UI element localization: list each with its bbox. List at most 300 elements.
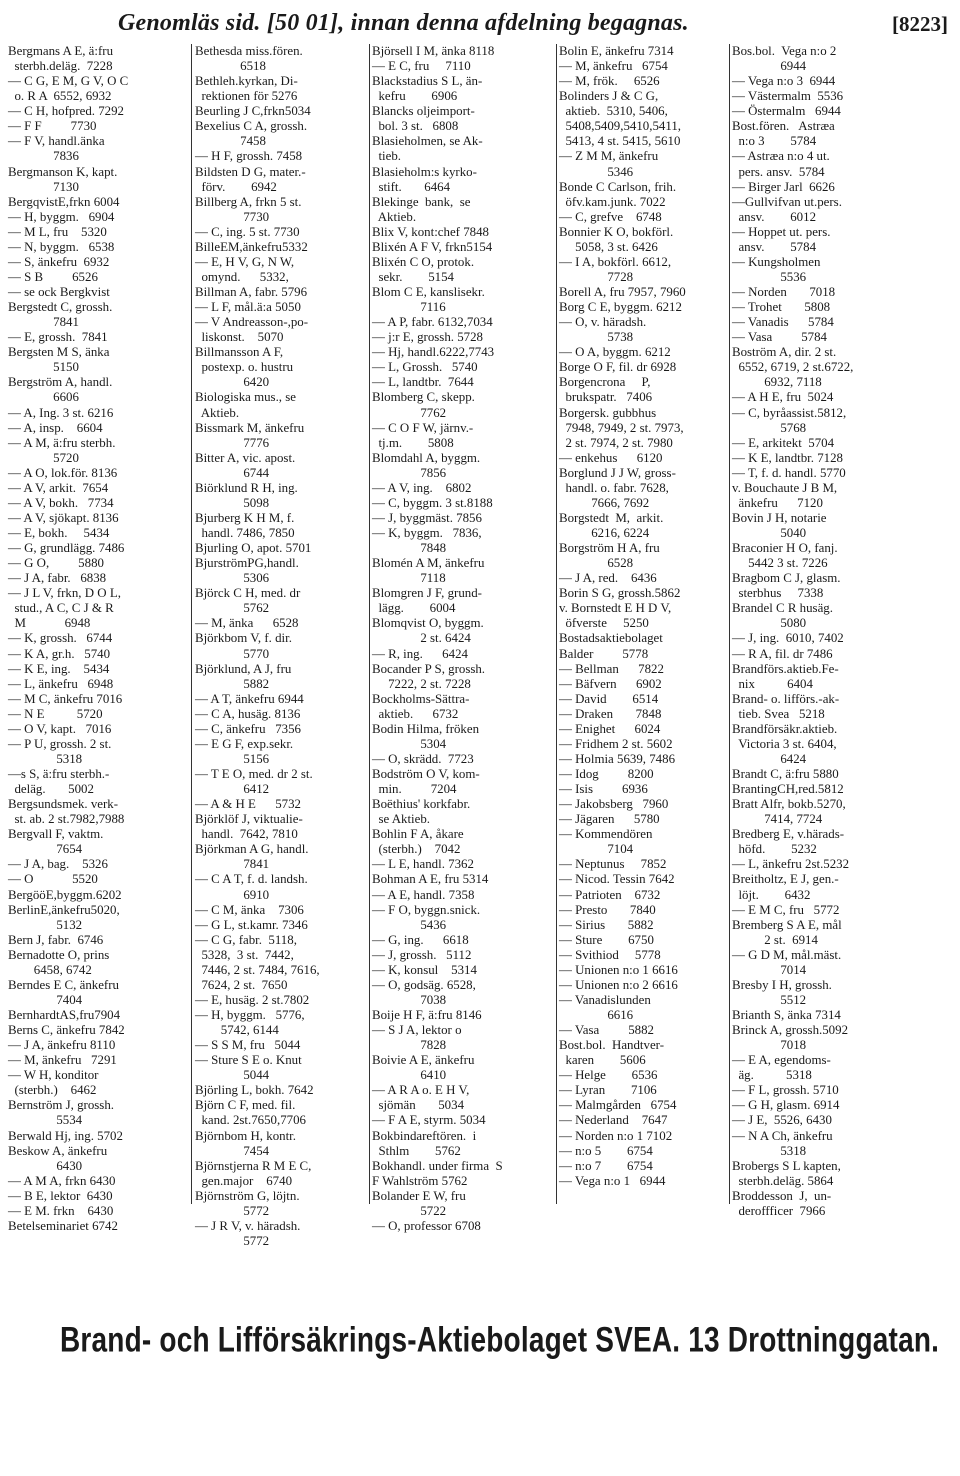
directory-entry-line: — H, byggm. 6904: [8, 209, 115, 224]
directory-entry-line: — Hj, handl.6222,7743: [372, 345, 495, 360]
directory-entry-line: aktieb. 5310, 5406,: [559, 104, 668, 119]
directory-entry-line: Bexelius C A, grossh.: [195, 119, 308, 134]
directory-entry-line: — M L, fru 5320: [8, 224, 107, 239]
directory-entry-line: BilleEM,änkefru5332: [195, 239, 308, 254]
directory-entry-line: — Vanadis 5784: [732, 315, 834, 330]
directory-entry-line: Bredberg E, v.härads-: [732, 827, 845, 842]
directory-entry-line: — Östermalm 6944: [732, 104, 841, 119]
directory-entry-line: Borgencrona P,: [559, 375, 651, 390]
directory-entry-line: stud., A C, C J & R: [8, 601, 114, 616]
directory-entry-line: — A E, handl. 7358: [372, 887, 475, 902]
directory-entry-line: — Vega n:o 3 6944: [732, 74, 836, 89]
directory-entry-line: — S S M, fru 5044: [195, 1038, 301, 1053]
directory-entry-line: BjurströmPG,handl.: [195, 556, 299, 571]
directory-entry-line: BergööE,byggm.6202: [8, 887, 122, 902]
directory-entry-line: — Lyran 7106: [559, 1083, 657, 1098]
directory-entry-line: Borin S G, grossh.5862: [559, 586, 681, 601]
column-divider: [556, 44, 557, 1204]
directory-entry-line: Brobergs S L kapten,: [732, 1158, 841, 1173]
directory-entry-line: Bjurling O, apot. 5701: [195, 541, 312, 556]
directory-entry-line: — M C, änkefru 7016: [8, 691, 123, 706]
directory-entry-line: — C A, husäg. 8136: [195, 706, 301, 721]
directory-entry-line: Bremberg S A E, mål: [732, 917, 842, 932]
directory-entry-line: — O, godsäg. 6528,: [372, 977, 476, 992]
directory-entry-line: 6932, 7118: [732, 375, 822, 390]
directory-entry-line: — V Andreasson-,po-: [195, 315, 309, 330]
directory-entry-line: — Vega n:o 1 6944: [559, 1173, 666, 1188]
directory-entry-line: 5762: [195, 601, 270, 616]
directory-entry-line: Boëthius' korkfabr.: [372, 797, 471, 812]
directory-entry-line: — A P, fabr. 6132,7034: [372, 315, 493, 330]
directory-entry-line: öfv.kam.junk. 7022: [559, 194, 666, 209]
directory-entry-line: gen.major 6740: [195, 1173, 293, 1188]
directory-entry-line: — A, Ing. 3 st. 6216: [8, 405, 114, 420]
directory-entry-line: Balder 5778: [559, 646, 649, 661]
directory-entry-line: 5044: [195, 1068, 270, 1083]
directory-entry-line: Berndes E C, änkefru: [8, 977, 119, 992]
directory-entry-line: Bergvall F, vaktm.: [8, 827, 104, 842]
directory-entry-line: — Birger Jarl 6626: [732, 179, 835, 194]
directory-entry-line: — Vasa 5882: [559, 1023, 655, 1038]
directory-entry-line: min. 7204: [372, 782, 457, 797]
directory-entry-line: 5328, 3 st. 7442,: [195, 947, 294, 962]
directory-entry-line: — O, v. häradsh.: [559, 315, 647, 330]
directory-entry-line: sjömän 5034: [372, 1098, 465, 1113]
directory-entry-line: Broddesson J, un-: [732, 1188, 832, 1203]
directory-entry-line: Sthlm 5762: [372, 1143, 461, 1158]
directory-entry-line: — S, änkefru 6932: [8, 254, 110, 269]
directory-entry-line: 5304: [372, 736, 447, 751]
directory-entry-line: — H F, grossh. 7458: [195, 149, 303, 164]
directory-entry-line: — M, änkefru 6754: [559, 59, 668, 74]
directory-entry-line: — J A, bag. 5326: [8, 857, 108, 872]
directory-entry-line: — Vanadislunden: [559, 992, 651, 1007]
directory-entry-line: sterbhus 7338: [732, 586, 824, 601]
directory-entry-line: 2 st. 7974, 2 st. 7980: [559, 435, 673, 450]
directory-entry-line: Bergmans A E, ä:fru: [8, 44, 114, 58]
page-code: [8223]: [892, 12, 948, 36]
directory-entry-line: Brandel C R husäg.: [732, 601, 833, 616]
directory-entry-line: — J R V, v. häradsh.: [195, 1218, 301, 1233]
directory-entry-line: — N E 5720: [8, 706, 103, 721]
directory-entry-line: deroffficer 7966: [732, 1203, 826, 1218]
directory-entry-line: Björsell I M, änka 8118: [372, 44, 495, 58]
directory-entry-line: 7666, 7692: [559, 495, 650, 510]
footer-advertisement: Brand- och Lifförsäkrings-Aktiebolaget SVEA. 13 Drottninggatan.: [60, 1320, 940, 1359]
directory-entry-line: 5772: [195, 1233, 270, 1248]
directory-entry-line: 5040: [732, 526, 807, 540]
directory-entry-line: lägg. 6004: [372, 601, 456, 616]
directory-entry-line: Björling L, bokh. 7642: [195, 1083, 314, 1098]
directory-entry-line: Blackstadius S L, än-: [372, 74, 483, 89]
directory-entry-line: Brianth S, änka 7314: [732, 1008, 841, 1022]
directory-entry-line: Blom C E, kanslisekr.: [372, 285, 485, 299]
column-1: [8, 44, 188, 1233]
directory-entry-line: — j:r E, grossh. 5728: [372, 330, 483, 345]
directory-entry-line: Borge O F, fil. dr 6928: [559, 360, 677, 375]
directory-entry-line: — A M, ä:fru sterbh.: [8, 435, 116, 450]
directory-entry-line: Berns C, änkefru 7842: [8, 1023, 125, 1038]
directory-entry-line: 7414, 7724: [732, 812, 823, 827]
directory-entry-line: 5720: [8, 450, 79, 465]
directory-entry-line: 7118: [372, 571, 446, 586]
directory-entry-line: 2 st. 6914: [732, 932, 818, 947]
directory-entry-line: — E G F, exp.sekr.: [195, 736, 294, 751]
directory-entry-line: — L, landtbr. 7644: [372, 375, 474, 390]
directory-entry-line: 5413, 4 st. 5415, 5610: [559, 134, 681, 149]
directory-entry-line: — Västermalm 5536: [732, 89, 844, 104]
directory-entry-line: 6424: [732, 751, 807, 766]
directory-entry-line: — E, arkitekt 5704: [732, 435, 835, 450]
directory-entry-line: — Norden n:o 1 7102: [559, 1128, 673, 1143]
directory-entry-line: o. R A 6552, 6932: [8, 89, 112, 104]
directory-entry-line: Björnström G, löjtn.: [195, 1188, 300, 1203]
directory-entry-line: — Bäfvern 6902: [559, 676, 662, 691]
directory-entry-line: 5058, 3 st. 6426: [559, 239, 658, 254]
directory-entry-line: Bolinders J & C G,: [559, 89, 659, 104]
directory-entry-line: — A O, lok.för. 8136: [8, 465, 118, 480]
directory-entry-line: Brandförsäkr.aktieb.: [732, 721, 838, 736]
directory-entry-line: — O V, kapt. 7016: [8, 721, 112, 736]
directory-entry-line: — H, byggm. 5776,: [195, 1008, 305, 1022]
directory-entry-line: Bethesda miss.fören.: [195, 44, 303, 58]
directory-entry-line: — Patrioten 6732: [559, 887, 661, 902]
directory-entry-line: — enkehus 6120: [559, 450, 663, 465]
directory-entry-line: Borgström H A, fru: [559, 541, 660, 556]
directory-entry-line: Bovin J H, notarie: [732, 510, 827, 525]
directory-entry-line: 5722: [372, 1203, 447, 1218]
directory-entry-line: 7776: [195, 435, 270, 450]
directory-entry-line: — G D M, mål.mäst.: [732, 947, 842, 962]
directory-entry-line: änkefru 7120: [732, 495, 823, 510]
directory-entry-line: 7841: [195, 857, 270, 872]
directory-entry-line: sterbh.deläg. 7228: [8, 59, 113, 74]
directory-entry-line: Blixén C O, protok.: [372, 254, 475, 269]
directory-entry-line: se Aktieb.: [372, 812, 431, 827]
directory-entry-line: 6412: [195, 782, 270, 797]
directory-entry-line: Boivie A E, änkefru: [372, 1053, 475, 1068]
directory-entry-line: Biörklund R H, ing.: [195, 480, 298, 495]
directory-entry-line: rektionen för 5276: [195, 89, 298, 104]
directory-entry-line: — K, konsul 5314: [372, 962, 477, 977]
directory-entry-line: tieb. Svea 5218: [732, 706, 825, 721]
directory-entry-line: 7730: [195, 209, 270, 224]
directory-entry-line: Bissmark M, änkefru: [195, 420, 305, 435]
directory-entry-line: 6430: [8, 1158, 83, 1173]
directory-entry-line: Björklöf J, viktualie-: [195, 812, 303, 827]
directory-entry-line: — A V, ing. 6802: [372, 480, 472, 495]
directory-entry-line: — M, frök. 6526: [559, 74, 660, 89]
directory-entry-line: 7848: [372, 541, 447, 556]
directory-entry-line: postexp. o. hustru: [195, 360, 294, 375]
directory-entry-line: Breitholtz, E J, gen.-: [732, 872, 839, 887]
directory-entry-line: Borell A, fru 7957, 7960: [559, 285, 686, 299]
directory-entry-line: — G L, st.kamr. 7346: [195, 917, 308, 932]
directory-entry-line: — Holmia 5639, 7486: [559, 751, 676, 766]
directory-entry-line: — C M, änka 7306: [195, 902, 304, 917]
directory-entry-line: omynd. 5332,: [195, 269, 289, 284]
directory-entry-line: 7728: [559, 269, 634, 284]
column-3: [372, 44, 554, 1233]
directory-entry-line: — Enighet 6024: [559, 721, 661, 736]
directory-entry-line: Beskow A, änkefru: [8, 1143, 108, 1158]
directory-entry-line: Blekinge bank, se: [372, 194, 471, 209]
directory-entry-line: — O, skrädd. 7723: [372, 751, 474, 766]
directory-entry-line: — Astræa n:o 4 ut.: [732, 149, 830, 164]
directory-entry-line: Blixén A F V, frkn5154: [372, 239, 493, 254]
directory-entry-line: liskonst. 5070: [195, 330, 284, 345]
directory-entry-line: — E M C, fru 5772: [732, 902, 840, 917]
directory-entry-line: Blix V, kont:chef 7848: [372, 224, 489, 239]
directory-entry-line: — J, ing. 6010, 7402: [732, 631, 844, 646]
directory-entry-line: 7841: [8, 315, 79, 330]
directory-entry-line: — Fridhem 2 st. 5602: [559, 736, 673, 751]
directory-entry-line: — F V, handl.änka: [8, 134, 105, 149]
directory-entry-line: 5098: [195, 495, 270, 510]
directory-entry-line: — K E, ing. 5434: [8, 661, 110, 676]
directory-entry-line: — E C, fru 7110: [372, 59, 471, 74]
directory-entry-line: Bergsundsmek. verk-: [8, 797, 119, 812]
directory-entry-line: — Kommendören: [559, 827, 653, 842]
directory-entry-line: — R, ing. 6424: [372, 646, 468, 661]
directory-entry-line: 2 st. 6424: [372, 631, 471, 646]
directory-entry-line: tj.m. 5808: [372, 435, 454, 450]
directory-entry-line: 7654: [8, 842, 83, 857]
directory-entry-line: 6944: [732, 59, 807, 74]
directory-entry-line: Billberg A, frkn 5 st.: [195, 194, 302, 209]
directory-entry-line: — J, grossh. 5112: [372, 947, 472, 962]
directory-entry-line: — F L, grossh. 5710: [732, 1083, 839, 1098]
directory-entry-line: — C G, E M, G V, O C: [8, 74, 129, 89]
directory-entry-line: Bergsten M S, änka: [8, 345, 110, 360]
directory-entry-line: Bohman A E, fru 5314: [372, 872, 489, 887]
directory-entry-line: — C G, fabr. 5118,: [195, 932, 297, 947]
directory-entry-line: BergqvistE,frkn 6004: [8, 194, 120, 209]
directory-entry-line: — R A, fil. dr 7486: [732, 646, 833, 661]
directory-entry-line: 6518: [195, 59, 266, 74]
directory-entry-line: 6458, 6742: [8, 962, 92, 977]
directory-entry-line: brukspatr. 7406: [559, 390, 653, 405]
directory-entry-line: 7836: [8, 149, 79, 164]
directory-entry-line: — Neptunus 7852: [559, 857, 667, 872]
directory-entry-line: — N A Ch, änkefru: [732, 1128, 833, 1143]
directory-entry-line: M 6948: [8, 616, 91, 631]
directory-entry-line: — E, H V, G, N W,: [195, 254, 295, 269]
directory-entry-line: Bitter A, vic. apost.: [195, 450, 296, 465]
directory-entry-line: Blomgren J F, grund-: [372, 586, 482, 601]
directory-entry-line: — S B 6526: [8, 269, 98, 284]
directory-entry-line: — J A, red. 6436: [559, 571, 657, 586]
directory-entry-line: 5318: [8, 751, 83, 766]
directory-entry-line: öfverste 5250: [559, 616, 649, 631]
directory-entry-line: Borg C E, byggm. 6212: [559, 300, 682, 315]
directory-entry-line: Bokbindareftören. i: [372, 1128, 477, 1143]
directory-entry-line: — F F 7730: [8, 119, 97, 134]
directory-entry-line: 6616: [559, 1008, 634, 1022]
directory-entry-line: — A T, änkefru 6944: [195, 691, 304, 706]
directory-entry-line: — F O, byggn.snick.: [372, 902, 481, 917]
directory-entry-line: Billman A, fabr. 5796: [195, 285, 308, 299]
directory-entry-line: BernhardtAS,fru7904: [8, 1008, 121, 1022]
directory-entry-line: 5150: [8, 360, 79, 375]
directory-entry-line: — T, f. d. handl. 5770: [732, 465, 846, 480]
directory-entry-line: — G, grundlägg. 7486: [8, 541, 125, 556]
directory-entry-line: — C, ing. 5 st. 7730: [195, 224, 300, 239]
directory-entry-line: 7446, 2 st. 7484, 7616,: [195, 962, 320, 977]
directory-entry-line: 5346: [559, 164, 634, 179]
directory-entry-line: 7404: [8, 992, 83, 1007]
directory-entry-line: Bostadsaktiebolaget: [559, 631, 663, 646]
directory-entry-line: ansv. 5784: [732, 239, 817, 254]
directory-entry-line: 5770: [195, 646, 270, 661]
directory-entry-line: 7018: [732, 1038, 807, 1053]
directory-entry-line: — Malmgården 6754: [559, 1098, 677, 1113]
directory-entry-line: — n:o 7 6754: [559, 1158, 653, 1173]
page-header: [0, 10, 960, 40]
directory-entry-line: — J A, fabr. 6838: [8, 571, 107, 586]
directory-entry-line: — C, byggm. 3 st.8188: [372, 495, 493, 510]
directory-entry-line: — S J A, lektor o: [372, 1023, 462, 1038]
directory-entry-line: 7828: [372, 1038, 447, 1053]
directory-entry-line: Bokhandl. under firma S: [372, 1158, 503, 1173]
directory-entry-line: Betelseminariet 6742: [8, 1218, 118, 1233]
directory-entry-line: kand. 2st.7650,7706: [195, 1113, 306, 1128]
directory-entry-line: — Hoppet ut. pers.: [732, 224, 831, 239]
directory-entry-line: 5156: [195, 751, 270, 766]
directory-entry-line: karen 5606: [559, 1053, 646, 1068]
directory-entry-line: Bratt Alfr, bokb.5270,: [732, 797, 846, 812]
directory-entry-line: bol. 3 st. 6808: [372, 119, 459, 134]
directory-entry-line: — C O F W, järnv.-: [372, 420, 474, 435]
directory-entry-line: 7130: [8, 179, 79, 194]
directory-entry-line: — Helge 6536: [559, 1068, 658, 1083]
directory-entry-line: 5742, 6144: [195, 1023, 279, 1038]
directory-entry-line: Bonde C Carlson, frih.: [559, 179, 677, 194]
directory-entry-line: — N, byggm. 6538: [8, 239, 115, 254]
directory-entry-line: — E M. frkn 6430: [8, 1203, 114, 1218]
directory-entry-line: Braconier H O, fanj.: [732, 541, 838, 556]
directory-entry-line: — E, husäg. 2 st.7802: [195, 992, 310, 1007]
column-divider: [729, 44, 730, 1204]
directory-entry-line: — L, änkefru 6948: [8, 676, 114, 691]
directory-entry-line: Björnbom H, kontr.: [195, 1128, 296, 1143]
directory-entry-line: Björn C F, med. fil.: [195, 1098, 296, 1113]
directory-entry-line: handl. 7486, 7850: [195, 526, 295, 540]
directory-entry-line: 7104: [559, 842, 634, 857]
directory-entry-line: Bresby I H, grossh.: [732, 977, 832, 992]
directory-entry-line: — G H, glasm. 6914: [732, 1098, 840, 1113]
directory-entry-line: — L F, mål.ä:a 5050: [195, 300, 301, 315]
directory-entry-line: n:o 3 5784: [732, 134, 817, 149]
directory-entry-line: — L E, handl. 7362: [372, 857, 474, 872]
directory-entry-line: Berwald Hj, ing. 5702: [8, 1128, 123, 1143]
directory-entry-line: — A R A o. E H V,: [372, 1083, 470, 1098]
directory-entry-line: — A V, sjökapt. 8136: [8, 510, 119, 525]
directory-entry-line: 5534: [8, 1113, 83, 1128]
directory-entry-line: nix 6404: [732, 676, 813, 691]
directory-entry-line: — Unionen n:o 2 6616: [559, 977, 678, 992]
directory-entry-line: — Idog 8200: [559, 767, 654, 781]
directory-entry-line: — C, byråassist.5812,: [732, 405, 847, 420]
directory-entry-line: — Unionen n:o 1 6616: [559, 962, 678, 977]
directory-entry-line: Victoria 3 st. 6404,: [732, 736, 837, 751]
directory-entry-line: (sterbh.) 6462: [8, 1083, 97, 1098]
directory-entry-line: 6910: [195, 887, 270, 902]
directory-entry-line: (sterbh.) 7042: [372, 842, 461, 857]
directory-entry-line: Beurling J C,frkn5034: [195, 104, 311, 119]
directory-entry-line: BrantingCH,red.5812: [732, 782, 844, 797]
directory-entry-line: Aktieb.: [372, 209, 417, 224]
directory-entry-line: Bocander P S, grossh.: [372, 661, 486, 676]
directory-entry-line: aktieb. 6732: [372, 706, 459, 721]
directory-entry-line: — F A E, styrm. 5034: [372, 1113, 486, 1128]
directory-entry-line: — K, grossh. 6744: [8, 631, 113, 646]
directory-entry-line: Bergström A, handl.: [8, 375, 113, 390]
directory-entry-line: 5882: [195, 676, 270, 691]
directory-entry-line: — M, änka 6528: [195, 616, 299, 631]
directory-entry-line: sterbh.deläg. 5864: [732, 1173, 834, 1188]
directory-entry-line: — Isis 6936: [559, 782, 648, 797]
directory-entry-line: — Nicod. Tessin 7642: [559, 872, 675, 887]
directory-entry-line: Björkman A G, handl.: [195, 842, 309, 857]
directory-entry-line: Borgersk. gubbhus: [559, 405, 657, 420]
directory-entry-line: Björklund, A J, fru: [195, 661, 292, 676]
directory-entry-line: — M, änkefru 7291: [8, 1053, 117, 1068]
column-2: [195, 44, 367, 1248]
directory-entry-line: Bonnier K O, bokförl.: [559, 224, 674, 239]
directory-entry-line: — A, insp. 6604: [8, 420, 103, 435]
directory-entry-line: Blomberg C, skepp.: [372, 390, 475, 405]
directory-entry-line: —s S, ä:fru sterbh.-: [8, 767, 110, 781]
directory-entry-line: — n:o 5 6754: [559, 1143, 653, 1158]
directory-entry-line: äg. 5318: [732, 1068, 812, 1083]
directory-entry-line: 7624, 2 st. 7650: [195, 977, 288, 992]
directory-entry-line: — David 6514: [559, 691, 659, 706]
directory-entry-line: 5512: [732, 992, 807, 1007]
directory-entry-line: 7948, 7949, 2 st. 7973,: [559, 420, 684, 435]
directory-entry-line: — O 5520: [8, 872, 98, 887]
page-title: Genomläs sid. [50 01], innan denna afdelning begagnas.: [118, 10, 689, 36]
directory-entry-line: v. Bornstedt E H D V,: [559, 601, 672, 616]
directory-entry-line: höfd. 5232: [732, 842, 817, 857]
directory-entry-line: — O A, byggm. 6212: [559, 345, 671, 360]
directory-entry-line: — Sture 6750: [559, 932, 654, 947]
directory-entry-line: Blasieholm:s kyrko-: [372, 164, 477, 179]
directory-entry-line: — E A, egendoms-: [732, 1053, 831, 1068]
directory-entry-line: handl. o. fabr. 7628,: [559, 480, 669, 495]
directory-entry-line: 6410: [372, 1068, 447, 1083]
directory-entry-line: — I A, bokförl. 6612,: [559, 254, 672, 269]
directory-entry-line: ansv. 6012: [732, 209, 817, 224]
directory-entry-line: 5408,5409,5410,5411,: [559, 119, 681, 134]
column-4: [559, 44, 727, 1214]
directory-entry-line: 7222, 2 st. 7228: [372, 676, 471, 691]
directory-entry-line: Blomqvist O, byggm.: [372, 616, 484, 631]
column-divider: [369, 44, 370, 1204]
directory-entry-line: Borglund J J W, gross-: [559, 465, 676, 480]
directory-entry-line: förv. 6942: [195, 179, 277, 194]
directory-entry-line: — E, grossh. 7841: [8, 330, 108, 345]
directory-entry-line: 5738: [559, 330, 634, 345]
directory-entry-line: 5436: [372, 917, 447, 932]
directory-entry-line: Björck C H, med. dr: [195, 586, 301, 601]
directory-entry-line: 7116: [372, 300, 446, 315]
directory-entry-line: — B E, lektor 6430: [8, 1188, 113, 1203]
directory-entry-line: — K A, gr.h. 5740: [8, 646, 111, 661]
directory-entry-line: — E, bokh. 5434: [8, 526, 110, 540]
directory-entry-line: sekr. 5154: [372, 269, 454, 284]
directory-entry-line: Bohlin F A, åkare: [372, 827, 464, 842]
